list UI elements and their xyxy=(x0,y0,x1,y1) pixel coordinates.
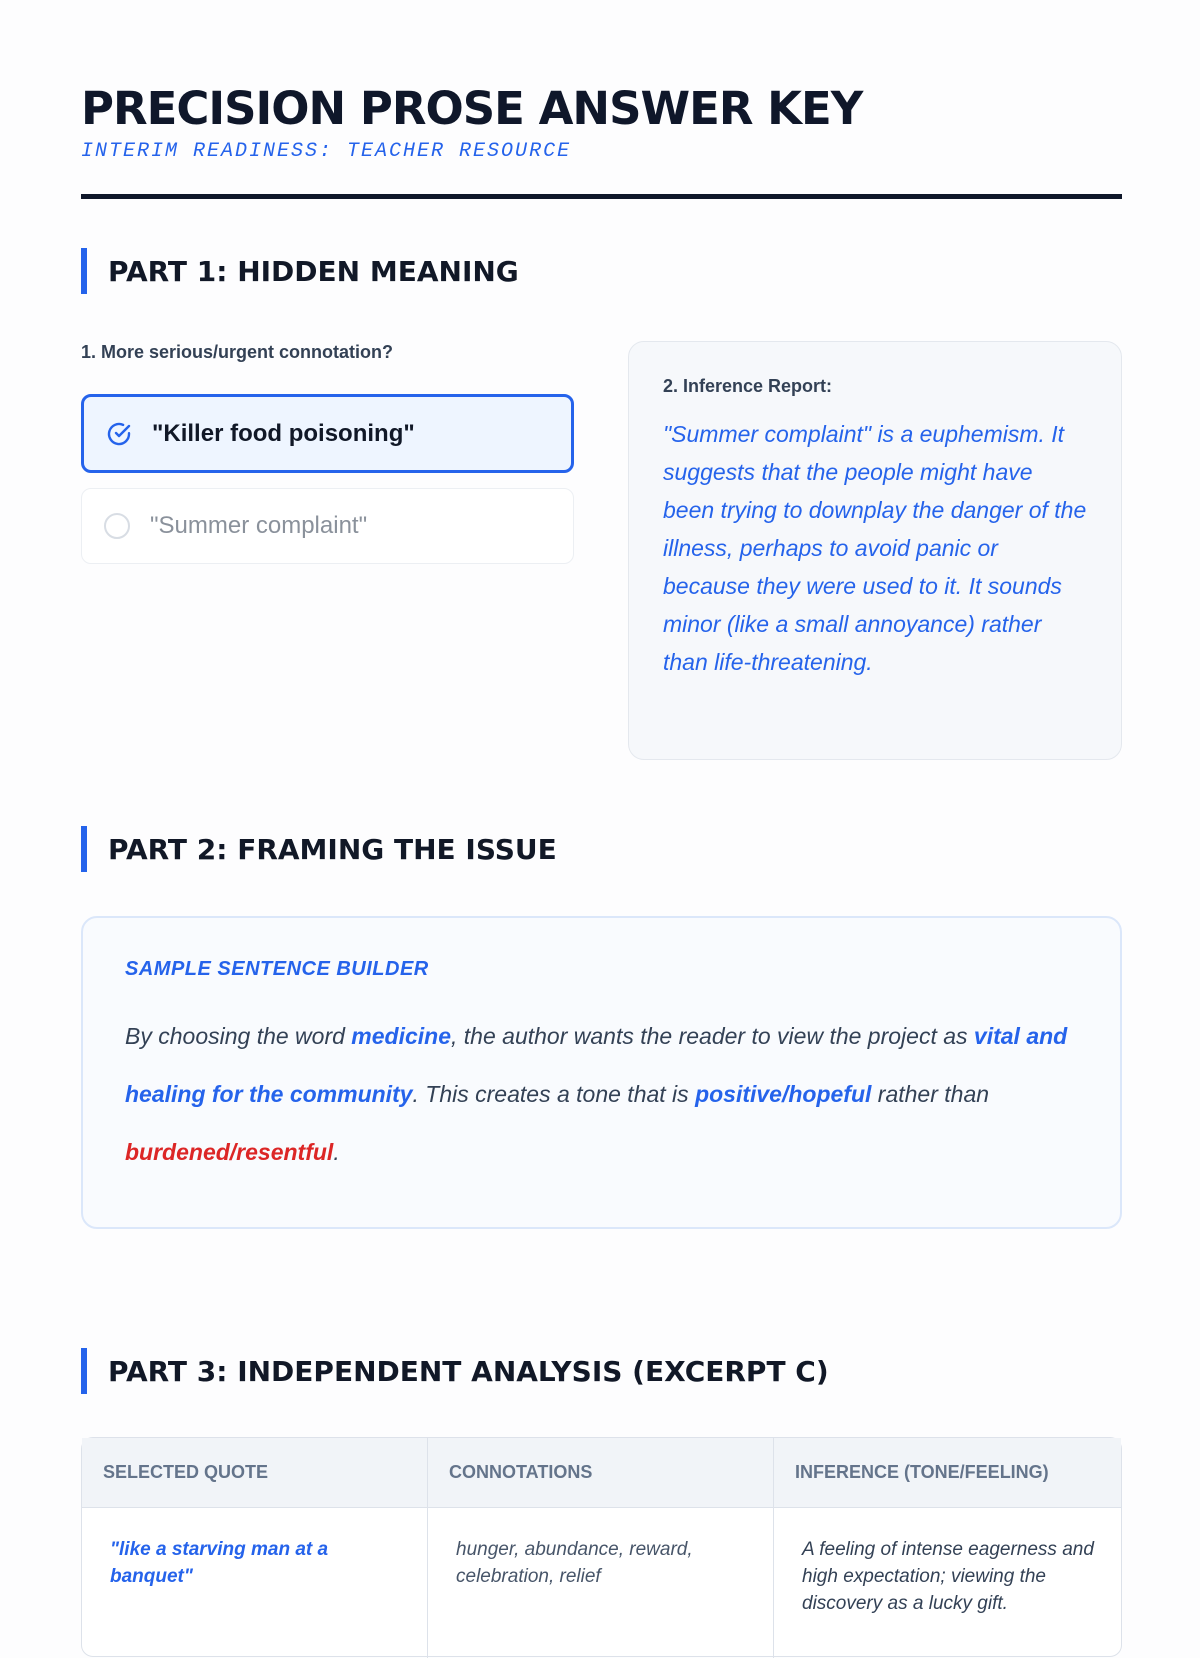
column-header-inference: INFERENCE (TONE/FEELING) xyxy=(795,1462,1049,1482)
document-title: PRECISION PROSE ANSWER KEY xyxy=(81,82,863,135)
question2-label: 2. Inference Report: xyxy=(663,376,833,396)
section-accent-bar xyxy=(81,826,87,872)
question1-label: 1. More serious/urgent connotation? xyxy=(81,342,394,362)
part3-title: PART 3: INDEPENDENT ANALYSIS (EXCERPT C) xyxy=(108,1354,829,1388)
inference-cell: A feeling of intense eagerness and high expectation; viewing the discovery as a lucky gift. xyxy=(802,1539,1094,1614)
sentence-builder-label: SAMPLE SENTENCE BUILDER xyxy=(125,958,429,980)
connotations-cell: hunger, abundance, reward, celebration, relief xyxy=(428,1508,774,1658)
chosen-word: medicine xyxy=(351,1023,452,1049)
option-label: "Summer complaint" xyxy=(150,512,368,539)
inference-report-answer: "Summer complaint" is a euphemism. It suggests that the people might have been trying to downplay the danger of the illness, perhaps to avoid panic or because they were used to it. It sounds minor (like a small annoyance) rather than life-threatening. xyxy=(663,421,1087,675)
empty-circle-icon xyxy=(103,512,131,540)
part3-heading xyxy=(81,1348,829,1394)
sentence-text: By choosing the word xyxy=(125,1023,352,1049)
quote-cell: "like a starving man at a banquet" xyxy=(82,1508,428,1658)
sentence-text: . xyxy=(333,1139,340,1165)
option-label: "Killer food poisoning" xyxy=(152,419,415,447)
table-row xyxy=(82,1508,1121,1658)
section-accent-bar xyxy=(81,248,87,294)
column-header-connotations: CONNOTATIONS xyxy=(428,1438,774,1507)
analysis-table xyxy=(81,1437,1122,1657)
sentence-text: rather than xyxy=(871,1081,990,1107)
table-header-row xyxy=(82,1438,1121,1508)
reader-view: vital and healing for the community xyxy=(125,1023,1068,1107)
document-subtitle: INTERIM READINESS: TEACHER RESOURCE xyxy=(81,140,572,163)
part2-heading xyxy=(81,826,557,872)
inference-report-card xyxy=(628,341,1122,760)
title-divider xyxy=(81,194,1122,199)
column-header-quote: SELECTED QUOTE xyxy=(82,1438,428,1507)
part2-title: PART 2: FRAMING THE ISSUE xyxy=(108,832,557,866)
option-summer-complaint[interactable] xyxy=(81,488,574,564)
part1-heading xyxy=(81,248,519,294)
sentence-text: , the author wants the reader to view the project as xyxy=(451,1023,974,1049)
tone-word: positive/hopeful xyxy=(695,1081,872,1107)
answer-key-page xyxy=(81,0,1122,1614)
check-circle-icon xyxy=(105,420,133,448)
sentence-builder-card xyxy=(81,916,1122,1229)
option-killer-food-poisoning[interactable] xyxy=(81,394,574,473)
section-accent-bar xyxy=(81,1348,87,1394)
sentence-text: . This creates a tone that is xyxy=(412,1081,696,1107)
sample-sentence xyxy=(125,1007,1078,1181)
part1-title: PART 1: HIDDEN MEANING xyxy=(108,254,519,288)
contrast-word: burdened/resentful xyxy=(125,1139,334,1165)
